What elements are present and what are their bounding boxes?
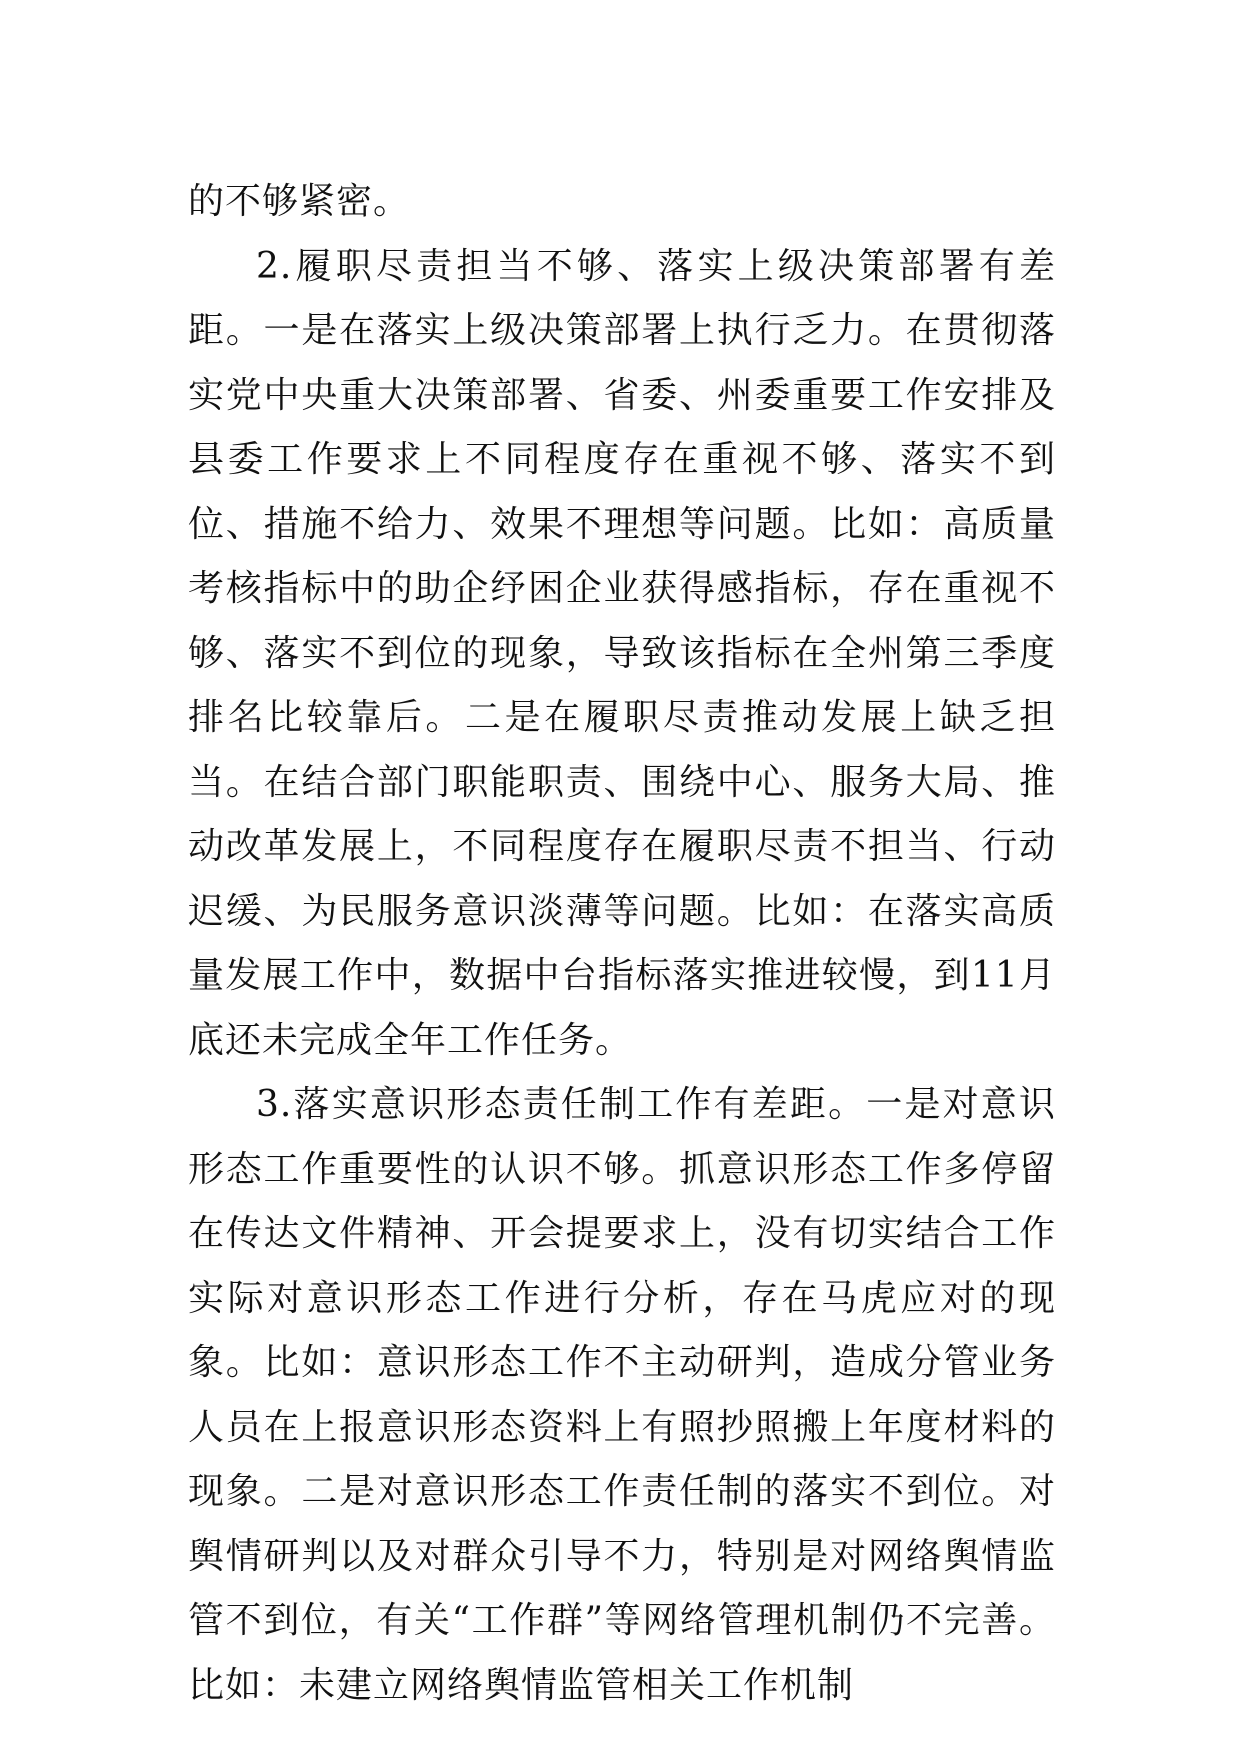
paragraph-continuation: 的不够紧密。	[188, 181, 411, 222]
paragraph-item-2: 2.履职尽责担当不够、落实上级决策部署有差距。一是在落实上级决策部署上执行乏力。在贯彻落实党中央重大决策部署、省委、州委重要工作安排及县委工作要求上不同程度存在重视不够、落实不到位、措施不给力、效果不理想等问题。比如：高质量考核指标中的助企纾困企业获得感指标，存在重视不够、落实不到位的现象，导致该指标在全州第三季度排名比较靠后。二是在履职尽责推动发展上缺乏担当。在结合部门职能职责、围绕中心、服务大局、推动改革发展上，不同程度存在履职尽责不担当、行动迟缓、为民服务意识淡薄等问题。比如：在落实高质量发展工作中，数据中台指标落实推进较慢，到11月底还未完成全年工作任务。	[188, 245, 1056, 1061]
document-body	[188, 170, 1056, 1718]
paragraph-item-3: 3.落实意识形态责任制工作有差距。一是对意识形态工作重要性的认识不够。抓意识形态工作多停留在传达文件精神、开会提要求上，没有切实结合工作实际对意识形态工作进行分析，存在马虎应对的现象。比如：意识形态工作不主动研判，造成分管业务人员在上报意识形态资料上有照抄照搬上年度材料的现象。二是对意识形态工作责任制的落实不到位。对舆情研判以及对群众引导不力，特别是对网络舆情监管不到位，有关“工作群”等网络管理机制仍不完善。比如：未建立网络舆情监管相关工作机制	[188, 1084, 1056, 1706]
